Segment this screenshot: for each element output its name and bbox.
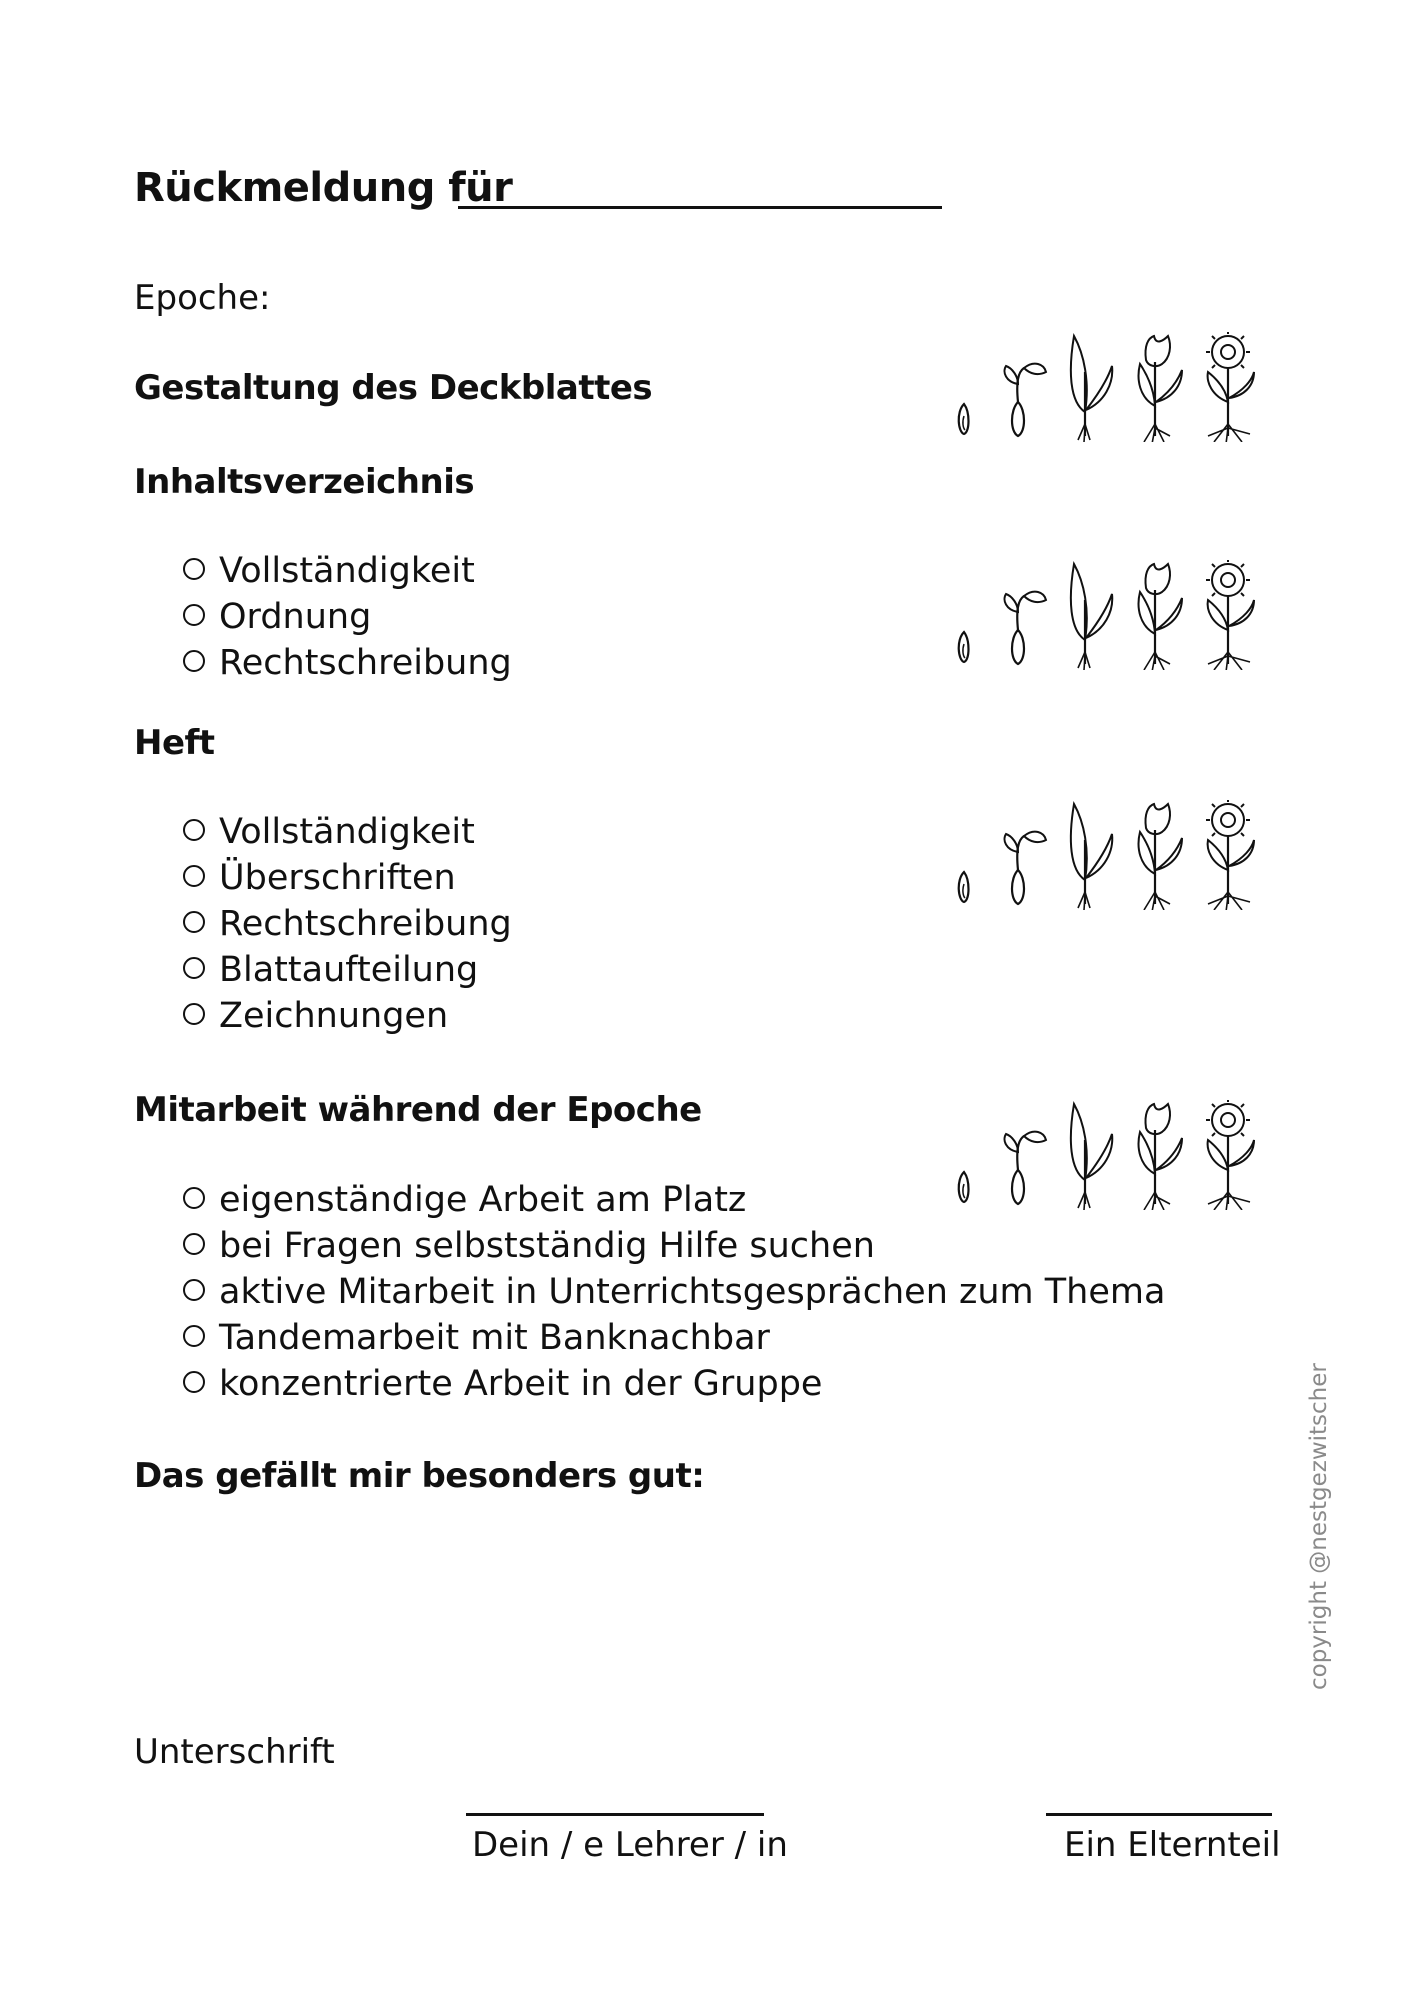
sprout-icon[interactable]: [1005, 1132, 1047, 1204]
signature-label: Unterschrift: [134, 1732, 335, 1772]
flower-icon[interactable]: [1206, 1100, 1254, 1210]
flower-icon[interactable]: [1206, 800, 1254, 910]
checkbox-circle[interactable]: [183, 819, 205, 841]
sprout-icon[interactable]: [1005, 364, 1047, 436]
name-line[interactable]: [458, 206, 942, 209]
seedling-icon[interactable]: [1071, 564, 1112, 670]
checklist-item[interactable]: eigenständige Arbeit am Platz: [183, 1180, 746, 1220]
checklist-item[interactable]: Blattaufteilung: [183, 950, 478, 990]
checkbox-circle[interactable]: [183, 1325, 205, 1347]
checkbox-circle[interactable]: [183, 1187, 205, 1209]
parent-signature-line[interactable]: [1046, 1813, 1272, 1816]
checklist-item[interactable]: Tandemarbeit mit Banknachbar: [183, 1318, 770, 1358]
checklist-item[interactable]: Zeichnungen: [183, 996, 448, 1036]
checklist-item[interactable]: Vollständigkeit: [183, 551, 475, 591]
checkbox-circle[interactable]: [183, 650, 205, 672]
checklist-item[interactable]: Überschriften: [183, 858, 456, 898]
seed-icon[interactable]: [959, 1172, 969, 1202]
seed-icon[interactable]: [959, 632, 969, 662]
bud-icon[interactable]: [1139, 336, 1182, 442]
checkbox-circle[interactable]: [183, 1233, 205, 1255]
heading-inhalt: Inhaltsverzeichnis: [134, 462, 475, 502]
epoche-label: Epoche:: [134, 278, 271, 318]
heading-heft: Heft: [134, 723, 215, 763]
page-title: Rückmeldung für: [134, 165, 513, 211]
checklist-item[interactable]: bei Fragen selbstständig Hilfe suchen: [183, 1226, 875, 1266]
seedling-icon[interactable]: [1071, 1104, 1112, 1210]
flower-icon[interactable]: [1206, 560, 1254, 670]
checkbox-circle[interactable]: [183, 604, 205, 626]
sprout-icon[interactable]: [1005, 592, 1047, 664]
checkbox-circle[interactable]: [183, 1279, 205, 1301]
bud-icon[interactable]: [1139, 804, 1182, 910]
checkbox-circle[interactable]: [183, 558, 205, 580]
seedling-icon[interactable]: [1071, 804, 1112, 910]
seed-icon[interactable]: [959, 404, 969, 434]
rating-scale-heft: [950, 800, 1260, 910]
seedling-icon[interactable]: [1071, 336, 1112, 442]
rating-scale-inhalt: [950, 560, 1260, 670]
teacher-signature-line[interactable]: [466, 1813, 764, 1816]
checklist-item[interactable]: konzentrierte Arbeit in der Gruppe: [183, 1364, 822, 1404]
checkbox-circle[interactable]: [183, 1371, 205, 1393]
sprout-icon[interactable]: [1005, 832, 1047, 904]
checkbox-circle[interactable]: [183, 1003, 205, 1025]
checkbox-circle[interactable]: [183, 865, 205, 887]
flower-icon[interactable]: [1206, 332, 1254, 442]
checklist-item[interactable]: Rechtschreibung: [183, 904, 512, 944]
checklist-item[interactable]: Vollständigkeit: [183, 812, 475, 852]
teacher-caption: Dein / e Lehrer / in: [472, 1825, 788, 1865]
bud-icon[interactable]: [1139, 1104, 1182, 1210]
heading-deckblatt: Gestaltung des Deckblattes: [134, 368, 653, 408]
checklist-item[interactable]: Ordnung: [183, 597, 371, 637]
rating-scale-deckblatt: [950, 332, 1260, 442]
rating-scale-mitarbeit: [950, 1100, 1260, 1210]
seed-icon[interactable]: [959, 872, 969, 902]
heading-gefaellt: Das gefällt mir besonders gut:: [134, 1456, 705, 1496]
bud-icon[interactable]: [1139, 564, 1182, 670]
parent-caption: Ein Elternteil: [1064, 1825, 1281, 1865]
copyright-notice: copyright @nestgezwitscher: [1306, 1363, 1332, 1690]
checkbox-circle[interactable]: [183, 911, 205, 933]
heading-mitarbeit: Mitarbeit während der Epoche: [134, 1090, 702, 1130]
checklist-item[interactable]: Rechtschreibung: [183, 643, 512, 683]
checkbox-circle[interactable]: [183, 957, 205, 979]
checklist-item[interactable]: aktive Mitarbeit in Unterrichtsgesprächen zum Thema: [183, 1272, 1165, 1312]
